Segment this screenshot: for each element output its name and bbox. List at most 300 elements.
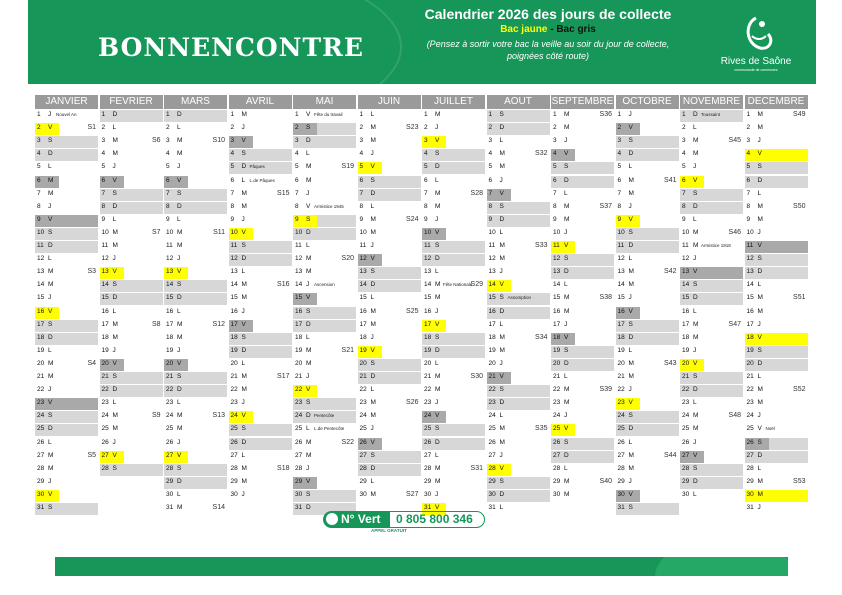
weekday-letter: M — [241, 464, 247, 472]
weekday-letter: M — [499, 242, 505, 249]
weekday-letter: L — [757, 189, 762, 197]
weekday-letter: D — [757, 268, 763, 276]
day-number: 6 — [553, 176, 557, 184]
day-cell — [164, 241, 227, 253]
weekday-letter: M — [435, 386, 441, 394]
weekday-letter: J — [564, 320, 568, 328]
day-cell — [35, 202, 98, 214]
weekday-letter: M — [628, 281, 634, 289]
holiday-label: Fête du travail — [314, 112, 343, 117]
day-number: 26 — [166, 438, 174, 446]
day-cell — [358, 438, 421, 450]
week-number: S43 — [664, 359, 677, 367]
day-cell — [100, 149, 163, 161]
day-cell — [745, 464, 808, 476]
weekday-letter: D — [241, 163, 247, 171]
day-cell — [422, 202, 485, 214]
weekday-letter: M — [177, 504, 183, 511]
weekday-letter: M — [177, 242, 183, 249]
day-cell — [616, 398, 679, 410]
day-cell — [680, 176, 743, 188]
day-cell — [422, 451, 485, 463]
day-cell — [293, 189, 356, 201]
weekday-letter: M — [177, 228, 183, 236]
day-number: 4 — [166, 150, 170, 158]
weekday-letter: J — [48, 294, 52, 302]
day-cell — [100, 254, 163, 266]
day-cell — [164, 123, 227, 135]
day-cell — [487, 215, 550, 227]
day-cell — [100, 438, 163, 450]
weekday-letter: D — [693, 111, 698, 118]
weekday-letter: M — [112, 137, 118, 145]
weekday-letter: J — [370, 150, 374, 158]
day-number: 2 — [101, 124, 106, 132]
day-number: 3 — [617, 137, 622, 145]
day-cell — [616, 424, 679, 436]
weekday-letter: V — [48, 215, 53, 223]
weekday-letter: V — [370, 163, 375, 171]
weekday-letter: M — [241, 294, 247, 302]
day-cell — [229, 267, 292, 279]
day-cell — [100, 411, 163, 423]
weekday-letter: S — [370, 268, 375, 276]
day-number: 27 — [682, 451, 690, 459]
day-cell — [487, 267, 550, 279]
weekday-letter: V — [177, 268, 182, 276]
weekday-letter: D — [48, 242, 53, 249]
day-number: 17 — [37, 320, 45, 328]
day-cell — [551, 254, 614, 266]
day-number: 31 — [746, 504, 754, 511]
week-number: S53 — [793, 477, 806, 485]
day-cell — [680, 333, 743, 345]
weekday-letter: M — [306, 438, 312, 446]
day-number: 7 — [230, 189, 235, 197]
day-number: 27 — [230, 451, 238, 459]
day-number: 10 — [488, 228, 496, 236]
day-cell — [745, 346, 808, 358]
weekday-letter: V — [628, 399, 633, 407]
weekday-letter: M — [499, 346, 505, 354]
day-number: 9 — [682, 215, 686, 223]
day-cell — [616, 189, 679, 201]
weekday-letter: L — [306, 242, 310, 249]
day-number: 26 — [295, 438, 303, 446]
day-cell — [680, 307, 743, 319]
weekday-letter: S — [499, 202, 504, 210]
day-cell — [680, 162, 743, 174]
day-number: 1 — [553, 111, 557, 118]
phone-block — [389, 511, 485, 528]
day-number: 7 — [295, 189, 299, 197]
day-number: 20 — [617, 359, 625, 367]
weekday-letter: J — [435, 490, 439, 498]
day-number: 15 — [488, 294, 496, 302]
weekday-letter: D — [177, 477, 182, 485]
day-cell — [35, 307, 98, 319]
weekday-letter: M — [435, 189, 441, 197]
day-number: 9 — [101, 215, 106, 223]
holiday-label: Pâques — [249, 164, 265, 170]
day-number: 26 — [101, 438, 109, 446]
day-number: 19 — [682, 346, 690, 354]
day-cell — [422, 228, 485, 240]
day-number: 30 — [424, 490, 432, 498]
day-number: 4 — [37, 150, 41, 158]
weekday-letter: J — [435, 215, 439, 223]
day-number: 20 — [682, 359, 690, 367]
day-cell — [229, 241, 292, 253]
day-number: 23 — [488, 399, 496, 407]
month-header: MARS — [164, 95, 227, 109]
day-number: 10 — [166, 228, 174, 236]
holiday-label: Toussaint — [701, 112, 721, 117]
weekday-letter: S — [48, 137, 53, 145]
day-cell — [229, 346, 292, 358]
day-number: 12 — [166, 255, 174, 263]
day-number: 10 — [230, 228, 238, 236]
grey-bin-label: Bac gris — [556, 24, 596, 35]
weekday-letter: D — [499, 124, 505, 132]
weekday-letter: D — [564, 268, 569, 276]
weekday-letter: M — [564, 386, 570, 394]
day-number: 3 — [682, 137, 686, 145]
weekday-letter: M — [241, 281, 247, 289]
weekday-letter: V — [564, 425, 569, 433]
day-cell — [35, 123, 98, 135]
day-number: 8 — [37, 202, 41, 210]
weekday-letter: S — [241, 150, 246, 158]
holiday-label: L.de Pâques — [249, 177, 275, 183]
day-number: 27 — [746, 451, 754, 459]
weekday-letter: S — [112, 464, 117, 472]
weekday-letter: L — [112, 215, 117, 223]
day-cell — [422, 477, 485, 489]
week-number: S39 — [599, 386, 612, 394]
day-cell — [164, 477, 227, 489]
weekday-letter: S — [693, 281, 698, 289]
day-cell — [293, 280, 356, 292]
weekday-letter: V — [499, 373, 504, 380]
weekday-letter: V — [306, 202, 311, 210]
day-number: 22 — [553, 386, 561, 394]
day-number: 4 — [682, 150, 686, 158]
day-number: 12 — [746, 255, 754, 263]
weekday-letter: D — [370, 373, 376, 380]
day-cell — [422, 293, 485, 305]
weekday-letter: S — [306, 307, 311, 315]
weekday-letter: M — [370, 320, 376, 328]
day-number: 24 — [682, 412, 690, 420]
day-cell — [100, 293, 163, 305]
day-number: 2 — [746, 124, 751, 132]
day-cell — [35, 293, 98, 305]
weekday-letter: D — [48, 333, 53, 341]
day-number: 27 — [166, 451, 174, 459]
weekday-letter: L — [499, 228, 504, 236]
day-number: 9 — [424, 215, 428, 223]
day-number: 18 — [488, 333, 496, 341]
weekday-letter: J — [435, 124, 439, 132]
week-number: S10 — [212, 137, 225, 145]
day-number: 31 — [166, 504, 174, 511]
day-cell — [745, 228, 808, 240]
weekday-letter: J — [499, 359, 503, 367]
day-number: 15 — [37, 294, 45, 302]
day-number: 7 — [101, 189, 106, 197]
day-cell — [551, 202, 614, 214]
toll-free-badge — [323, 511, 488, 531]
day-cell — [680, 451, 743, 463]
weekday-letter: V — [112, 451, 117, 459]
weekday-letter: D — [757, 359, 763, 367]
day-number: 24 — [295, 412, 303, 420]
day-number: 20 — [101, 359, 109, 367]
day-cell — [358, 149, 421, 161]
weekday-letter: M — [112, 242, 118, 249]
weekday-letter: J — [177, 255, 181, 263]
footer-band — [55, 557, 788, 576]
weekday-letter: D — [499, 399, 505, 407]
day-cell — [487, 464, 550, 476]
day-number: 4 — [101, 150, 106, 158]
month-column — [100, 95, 164, 510]
day-number: 2 — [488, 124, 493, 132]
day-number: 12 — [488, 255, 496, 263]
day-number: 11 — [295, 242, 302, 249]
day-cell — [358, 176, 421, 188]
day-number: 20 — [746, 359, 754, 367]
day-cell — [358, 490, 421, 502]
day-cell — [745, 176, 808, 188]
day-cell — [35, 398, 98, 410]
weekday-letter: L — [693, 215, 697, 223]
day-number: 19 — [295, 346, 303, 354]
day-cell — [100, 280, 163, 292]
weekday-letter: L — [757, 281, 762, 289]
weekday-letter: V — [48, 490, 53, 498]
weekday-letter: V — [693, 451, 698, 459]
decorative-curve — [655, 557, 788, 576]
weekday-letter: V — [628, 490, 633, 498]
day-number: 17 — [682, 320, 690, 328]
day-number: 21 — [37, 373, 45, 380]
weekday-letter: D — [499, 307, 505, 315]
day-number: 4 — [617, 150, 622, 158]
day-number: 29 — [37, 477, 45, 485]
day-number: 6 — [230, 176, 235, 184]
weekday-letter: M — [564, 477, 570, 485]
weekday-letter: M — [757, 124, 763, 132]
day-number: 27 — [617, 451, 625, 459]
day-cell — [422, 307, 485, 319]
day-number: 28 — [101, 464, 109, 472]
weekday-letter: L — [306, 425, 310, 433]
weekday-letter: J — [112, 255, 116, 263]
day-number: 13 — [553, 268, 561, 276]
day-cell — [680, 202, 743, 214]
day-number: 22 — [488, 386, 496, 394]
day-cell — [551, 162, 614, 174]
day-number: 14 — [746, 281, 754, 289]
day-cell — [745, 123, 808, 135]
day-cell — [100, 241, 163, 253]
day-number: 4 — [553, 150, 557, 158]
day-number: 2 — [617, 124, 622, 132]
weekday-letter: D — [628, 333, 634, 341]
day-cell — [487, 136, 550, 148]
day-cell — [164, 307, 227, 319]
week-number: S5 — [87, 451, 96, 459]
day-number: 21 — [682, 373, 690, 380]
weekday-letter: D — [112, 202, 118, 210]
day-cell — [229, 372, 292, 384]
day-cell — [616, 110, 679, 122]
day-cell — [680, 254, 743, 266]
day-cell — [100, 451, 163, 463]
day-number: 26 — [617, 438, 625, 446]
day-number: 18 — [295, 333, 303, 341]
day-number: 13 — [101, 268, 109, 276]
day-cell — [229, 490, 292, 502]
day-cell — [358, 241, 421, 253]
day-cell — [164, 176, 227, 188]
day-number: 8 — [101, 202, 106, 210]
day-cell — [100, 333, 163, 345]
day-cell — [293, 267, 356, 279]
weekday-letter: S — [241, 242, 246, 249]
day-cell — [422, 215, 485, 227]
day-cell — [164, 451, 227, 463]
day-number: 5 — [488, 163, 493, 171]
weekday-letter: V — [564, 150, 569, 158]
day-number: 8 — [230, 202, 235, 210]
day-cell — [293, 215, 356, 227]
weekday-letter: V — [757, 333, 762, 341]
weekday-letter: V — [241, 320, 246, 328]
weekday-letter: M — [370, 137, 376, 145]
day-number: 28 — [37, 464, 45, 472]
day-number: 28 — [424, 464, 432, 472]
day-number: 18 — [37, 333, 45, 341]
weekday-letter: J — [370, 242, 374, 249]
day-cell — [487, 110, 550, 122]
weekday-letter: V — [435, 504, 440, 511]
weekday-letter: L — [693, 399, 697, 407]
weekday-letter: L — [435, 176, 439, 184]
weekday-letter: M — [177, 425, 183, 433]
month-column — [164, 95, 228, 510]
day-cell — [100, 307, 163, 319]
day-number: 10 — [295, 228, 303, 236]
day-cell — [551, 149, 614, 161]
weekday-letter: M — [177, 333, 183, 341]
week-number: S7 — [151, 228, 161, 236]
weekday-letter: M — [693, 412, 699, 420]
day-cell — [229, 464, 292, 476]
weekday-letter: D — [435, 346, 440, 354]
month-column — [422, 95, 486, 510]
holiday-label: Nouvel An — [56, 112, 77, 117]
weekday-letter: J — [48, 111, 52, 118]
weekday-letter: D — [564, 451, 569, 459]
day-cell — [680, 320, 743, 332]
day-number: 30 — [746, 490, 754, 498]
day-cell — [35, 149, 98, 161]
day-cell — [616, 346, 679, 358]
day-cell — [164, 228, 227, 240]
day-number: 31 — [617, 504, 625, 511]
day-cell — [680, 149, 743, 161]
weekday-letter: J — [241, 399, 245, 407]
day-number: 23 — [166, 399, 174, 407]
day-number: 10 — [101, 228, 109, 236]
month-header: OCTOBRE — [616, 95, 679, 109]
phone-number[interactable]: 0 805 800 346 — [396, 512, 473, 526]
day-number: 3 — [424, 137, 428, 145]
week-number: S20 — [341, 255, 354, 263]
weekday-letter: L — [370, 477, 375, 485]
weekday-letter: L — [370, 386, 375, 394]
day-number: 6 — [424, 176, 428, 184]
day-number: 15 — [295, 294, 303, 302]
day-number: 30 — [617, 490, 625, 498]
town-name: BONNENCONTRE — [98, 33, 364, 62]
weekday-letter: D — [628, 425, 634, 433]
day-cell — [164, 267, 227, 279]
day-cell — [358, 162, 421, 174]
day-cell — [680, 424, 743, 436]
day-cell — [35, 241, 98, 253]
day-number: 12 — [682, 255, 690, 263]
weekday-letter: L — [241, 451, 246, 459]
weekday-letter: J — [306, 464, 310, 472]
weekday-letter: M — [370, 307, 376, 315]
weekday-letter: M — [177, 150, 183, 158]
day-number: 17 — [617, 320, 625, 328]
weekday-letter: L — [693, 307, 697, 315]
weekday-letter: M — [177, 320, 183, 328]
weekday-letter: J — [693, 255, 697, 263]
day-number: 7 — [37, 189, 41, 197]
day-number: 13 — [359, 268, 367, 276]
day-number: 15 — [230, 294, 238, 302]
day-cell — [745, 424, 808, 436]
weekday-letter: J — [628, 202, 632, 210]
day-number: 16 — [682, 307, 690, 315]
weekday-letter: M — [757, 294, 763, 302]
month-column — [229, 95, 293, 510]
week-number: S46 — [728, 228, 741, 236]
weekday-letter: M — [757, 111, 763, 118]
day-cell — [616, 320, 679, 332]
weekday-letter: J — [628, 294, 632, 302]
day-cell — [35, 267, 98, 279]
day-cell — [164, 320, 227, 332]
weekday-letter: V — [693, 359, 698, 367]
day-cell — [680, 241, 743, 253]
weekday-letter: D — [48, 425, 53, 433]
day-cell — [358, 451, 421, 463]
day-number: 24 — [617, 412, 625, 420]
day-number: 11 — [746, 242, 754, 249]
weekday-letter: M — [499, 255, 505, 263]
day-number: 10 — [746, 228, 754, 236]
weekday-letter: V — [241, 137, 246, 145]
weekday-letter: S — [757, 438, 762, 446]
day-number: 1 — [166, 111, 170, 118]
